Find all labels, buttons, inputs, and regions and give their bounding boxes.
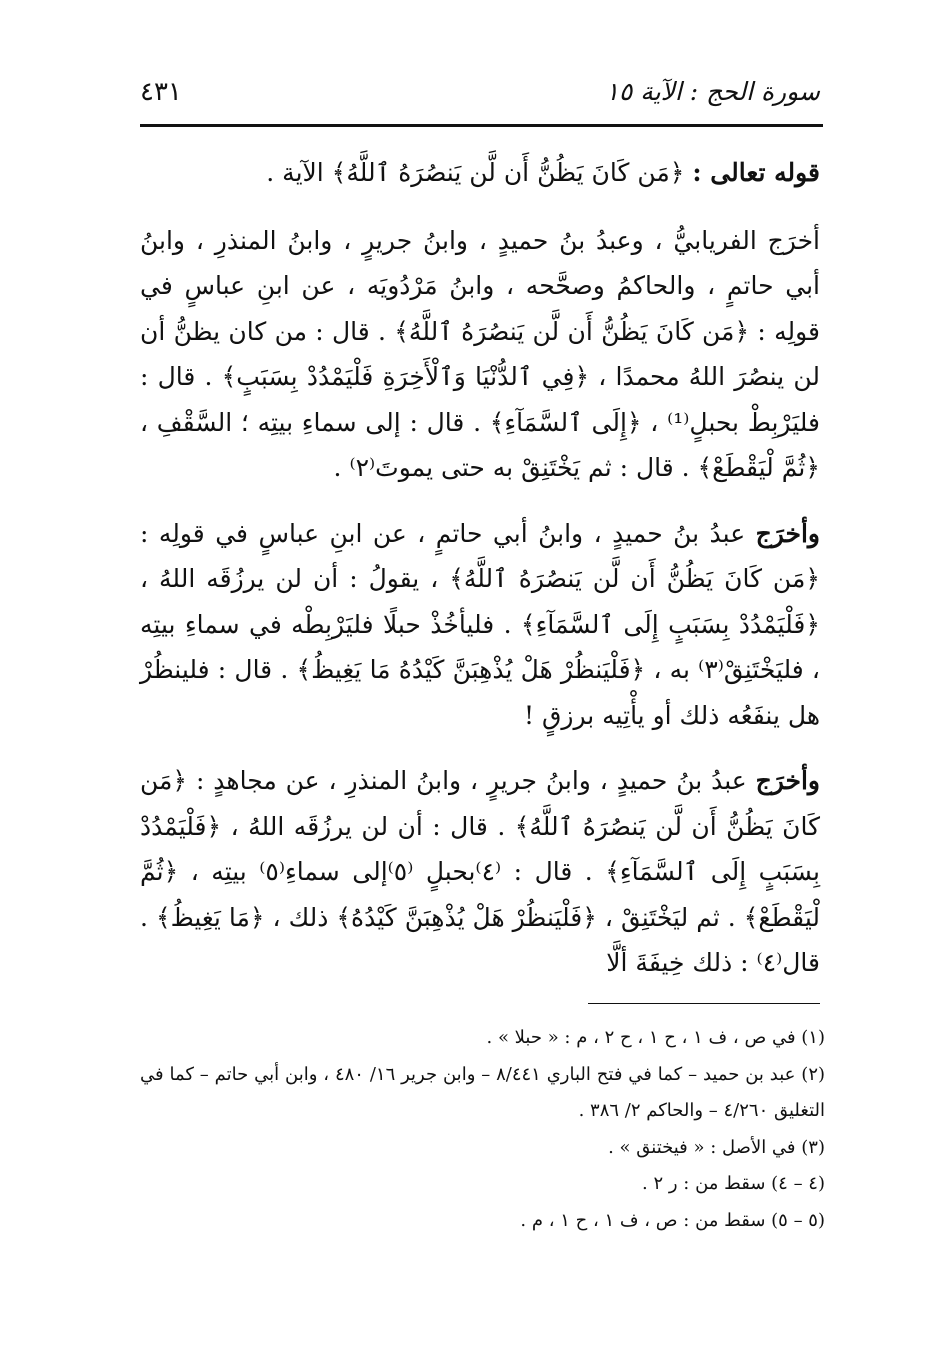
header-rule	[140, 124, 823, 127]
footnote-5: (٥ – ٥) سقط من : ص ، ف ١ ، ح ١ ، م .	[520, 1209, 825, 1231]
verse-heading-text: ﴿مَن كَانَ يَظُنُّ أَن لَّن يَنصُرَهُ ٱللَّهُ﴾ الآية .	[266, 158, 693, 187]
paragraph-2	[140, 511, 820, 739]
verse-heading-lead: قوله تعالى :	[692, 158, 820, 187]
footnote-3: (٣) في الأصل : « فيختنق » .	[608, 1136, 825, 1158]
running-title: سورة الحج : الآية ١٥	[605, 77, 820, 106]
footnote-4: (٤ – ٤) سقط من : ر ٢ .	[642, 1173, 825, 1194]
main-text	[140, 150, 820, 1006]
footnote-1: (١) في ص ، ف ١ ، ح ١ ، ح ٢ ، م : « حبلا » .	[486, 1027, 825, 1048]
footnote-2: (٢) عبد بن حميد – كما في فتح الباري ٨/٤٤١ – وابن جرير ١٦/ ٤٨٠ ، وابن أبي حاتم – كما في التغليق ٤/٢٦٠ – والحاكم ٢/ ٣٨٦ .	[140, 1063, 826, 1121]
paragraph-3	[140, 758, 820, 986]
verse-heading	[140, 150, 820, 196]
footnotes	[140, 1020, 825, 1239]
paragraph-2-lead: وأخرَج	[755, 518, 820, 548]
page-header	[140, 72, 820, 118]
paragraph-3-lead: وأخرَج	[755, 766, 820, 795]
footnote-rule	[588, 1003, 820, 1004]
paragraph-3-text: عبدُ بنُ حميدٍ ، وابنُ جريرٍ ، وابنُ المنذرِ ، عن مجاهدٍ : ﴿مَن كَانَ يَظُنُّ أَن لَّن يَنصُرَهُ ٱللَّهُ﴾ . قال : أن لن يرزُقَه اللهُ ، ﴿فَلْيَمْدُدْ بِسَبَبٍ إِلَى ٱلسَّمَآءِ﴾ . قال : ⁽٤⁾بحبلٍ ⁽٥⁾إلى سماءِ⁽٥⁾ بيتِه ، ﴿ثُمَّ لْيَقْطَعْ﴾ . ثم ليَخْتَنِقْ ، ﴿فَلْيَنظُرْ هَلْ يُذْهِبَنَّ كَيْدُهُ﴾ ذلك ، ﴿مَا يَغِيظُ﴾ . قال⁽٤⁾ : ذلك خِيفَةَ ألَّا	[140, 766, 821, 977]
page-number: ٤٣١	[140, 77, 182, 107]
paragraph-1: أخرَج الفريابيُّ ، وعبدُ بنُ حميدٍ ، وابنُ جريرٍ ، وابنُ المنذرِ ، وابنُ أبي حاتمٍ ، والحاكمُ وصحَّحه ، وابنُ مَرْدُويَه ، عن ابنِ عباسٍ في قولِه : ﴿مَن كَانَ يَظُنُّ أَن لَّن يَنصُرَهُ ٱللَّهُ﴾ . قال : من كان يظنُّ أن لن ينصُرَ اللهُ محمدًا ، ﴿فِي ٱلدُّنْيَا وَٱلْأَخِرَةِ فَلْيَمْدُدْ بِسَبَبٍ﴾ . قال : فليَرْبِطْ بحبلٍ⁽¹⁾ ، ﴿إِلَى ٱلسَّمَآءِ﴾ . قال : إلى سماءِ بيتِه ؛ السَّقْفِ ، ﴿ثُمَّ لْيَقْطَعْ﴾ . قال : ثم يَخْتَنِقْ به حتى يموتَ⁽٢⁾ .	[140, 225, 820, 482]
paragraph-2-text: عبدُ بنُ حميدٍ ، وابنُ أبي حاتمٍ ، عن ابنِ عباسٍ في قولِه : ﴿مَن كَانَ يَظُنُّ أَن لَّن يَنصُرَهُ ٱللَّهُ﴾ ، يقولُ : أن لن يرزُقَه اللهُ ، ﴿فَلْيَمْدُدْ بِسَبَبٍ إِلَى ٱلسَّمَآءِ﴾ . فليأخُذْ حبلًا فليَرْبِطْه في سماءِ بيتِه ، فليَخْتَنِقْ⁽٣⁾ به ، ﴿فَلْيَنظُرْ هَلْ يُذْهِبَنَّ كَيْدُهُ مَا يَغِيظُ﴾ . قال : فلينظُرْ هل ينفَعُه ذلك أو يأْتِيه برزقٍ !	[140, 518, 820, 730]
